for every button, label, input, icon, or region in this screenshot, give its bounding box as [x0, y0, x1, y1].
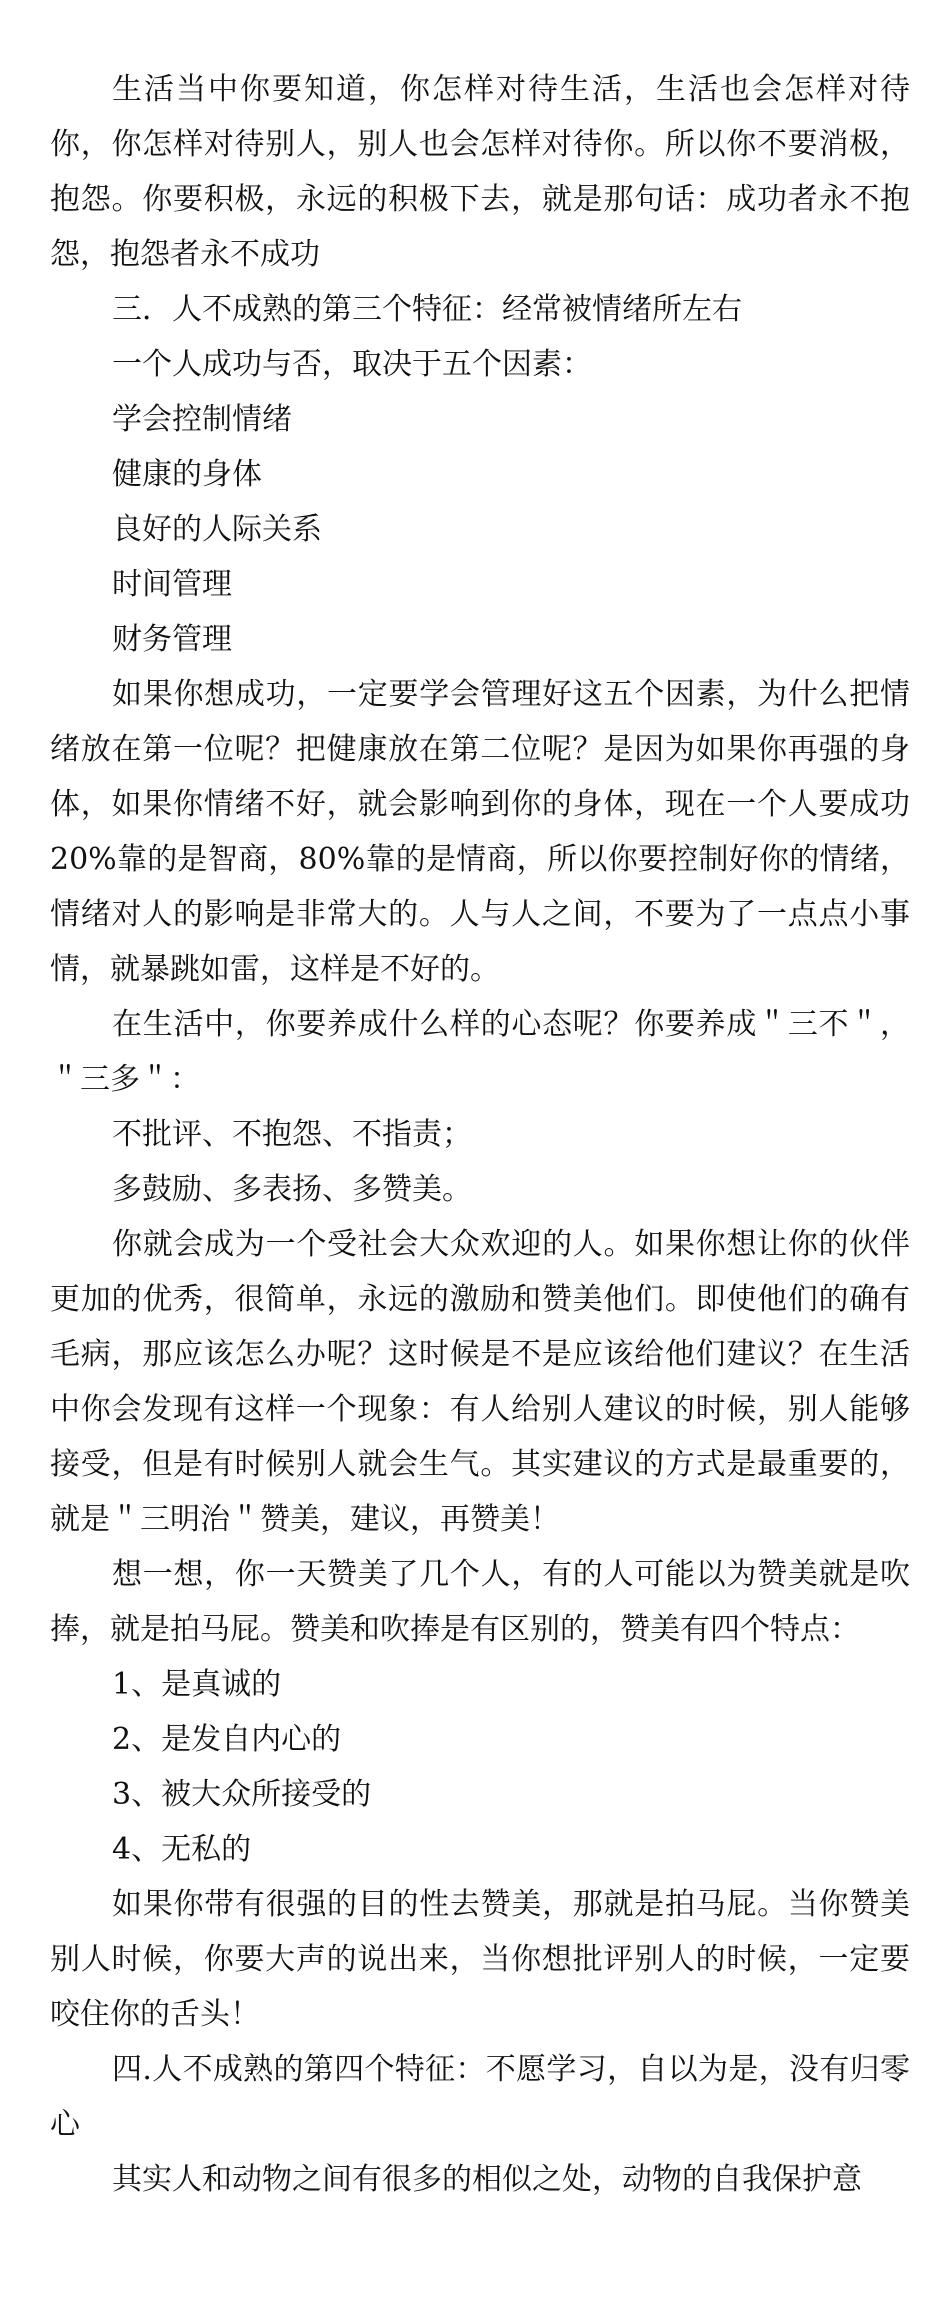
paragraph-emotion-management: 如果你想成功，一定要学会管理好这五个因素，为什么把情绪放在第一位呢？把健康放在第二位呢？是因为如果你再强的身体，如果你情绪不好，就会影响到你的身体，现在一个人要成功20%靠的是智商，80%靠的是情商，所以你要控制好你的情绪，情绪对人的影响是非常大的。人与人之间，不要为了一点点小事情，就暴跳如雷，这样是不好的。 [50, 677, 910, 987]
paragraph-five-factors-intro: 一个人成功与否，取决于五个因素： [112, 347, 592, 382]
paragraph-welcomed-person: 你就会成为一个受社会大众欢迎的人。如果你想让你的伙伴更加的优秀，很简单，永远的激励和赞美他们。即使他们的确有毛病，那应该怎么办呢？这时候是不是应该给他们建议？在生活中你会发现有这样一个现象：有人给别人建议的时候，别人能够接受，但是有时候别人就会生气。其实建议的方式是最重要的，就是＂三明治＂赞美，建议，再赞美！ [50, 1227, 910, 1537]
document-body [50, 62, 910, 2207]
list-item-three-more: 多鼓励、多表扬、多赞美。 [112, 1172, 472, 1207]
list-item-praise-feature: 3、被大众所接受的 [112, 1777, 372, 1812]
list-item-praise-feature: 4、无私的 [112, 1832, 252, 1867]
list-item-factor: 良好的人际关系 [112, 512, 322, 547]
paragraph-flattery: 如果你带有很强的目的性去赞美，那就是拍马屁。当你赞美别人时候，你要大声的说出来，当你想批评别人的时候，一定要咬住你的舌头！ [50, 1887, 910, 2032]
list-item-praise-feature: 2、是发自内心的 [112, 1722, 342, 1757]
paragraph-animals: 其实人和动物之间有很多的相似之处，动物的自我保护意 [112, 2162, 862, 2197]
paragraph-mindset: 在生活中，你要养成什么样的心态呢？你要养成＂三不＂，＂三多＂： [50, 1007, 910, 1097]
list-item-factor: 学会控制情绪 [112, 402, 292, 437]
paragraph-praise-features: 想一想，你一天赞美了几个人，有的人可能以为赞美就是吹捧，就是拍马屁。赞美和吹捧是有区别的，赞美有四个特点： [50, 1557, 910, 1647]
list-item-factor: 时间管理 [112, 567, 232, 602]
section-heading-fourth-trait: 四.人不成熟的第四个特征：不愿学习，自以为是，没有归零心 [50, 2052, 910, 2142]
list-item-three-no: 不批评、不抱怨、不指责； [112, 1117, 472, 1152]
section-heading-third-trait: 三．人不成熟的第三个特征：经常被情绪所左右 [112, 292, 742, 327]
list-item-factor: 财务管理 [112, 622, 232, 657]
list-item-praise-feature: 1、是真诚的 [112, 1667, 282, 1702]
paragraph-life-attitude: 生活当中你要知道，你怎样对待生活，生活也会怎样对待你，你怎样对待别人，别人也会怎样对待你。所以你不要消极，抱怨。你要积极，永远的积极下去，就是那句话：成功者永不抱怨，抱怨者永不成功 [50, 72, 910, 272]
list-item-factor: 健康的身体 [112, 457, 262, 492]
